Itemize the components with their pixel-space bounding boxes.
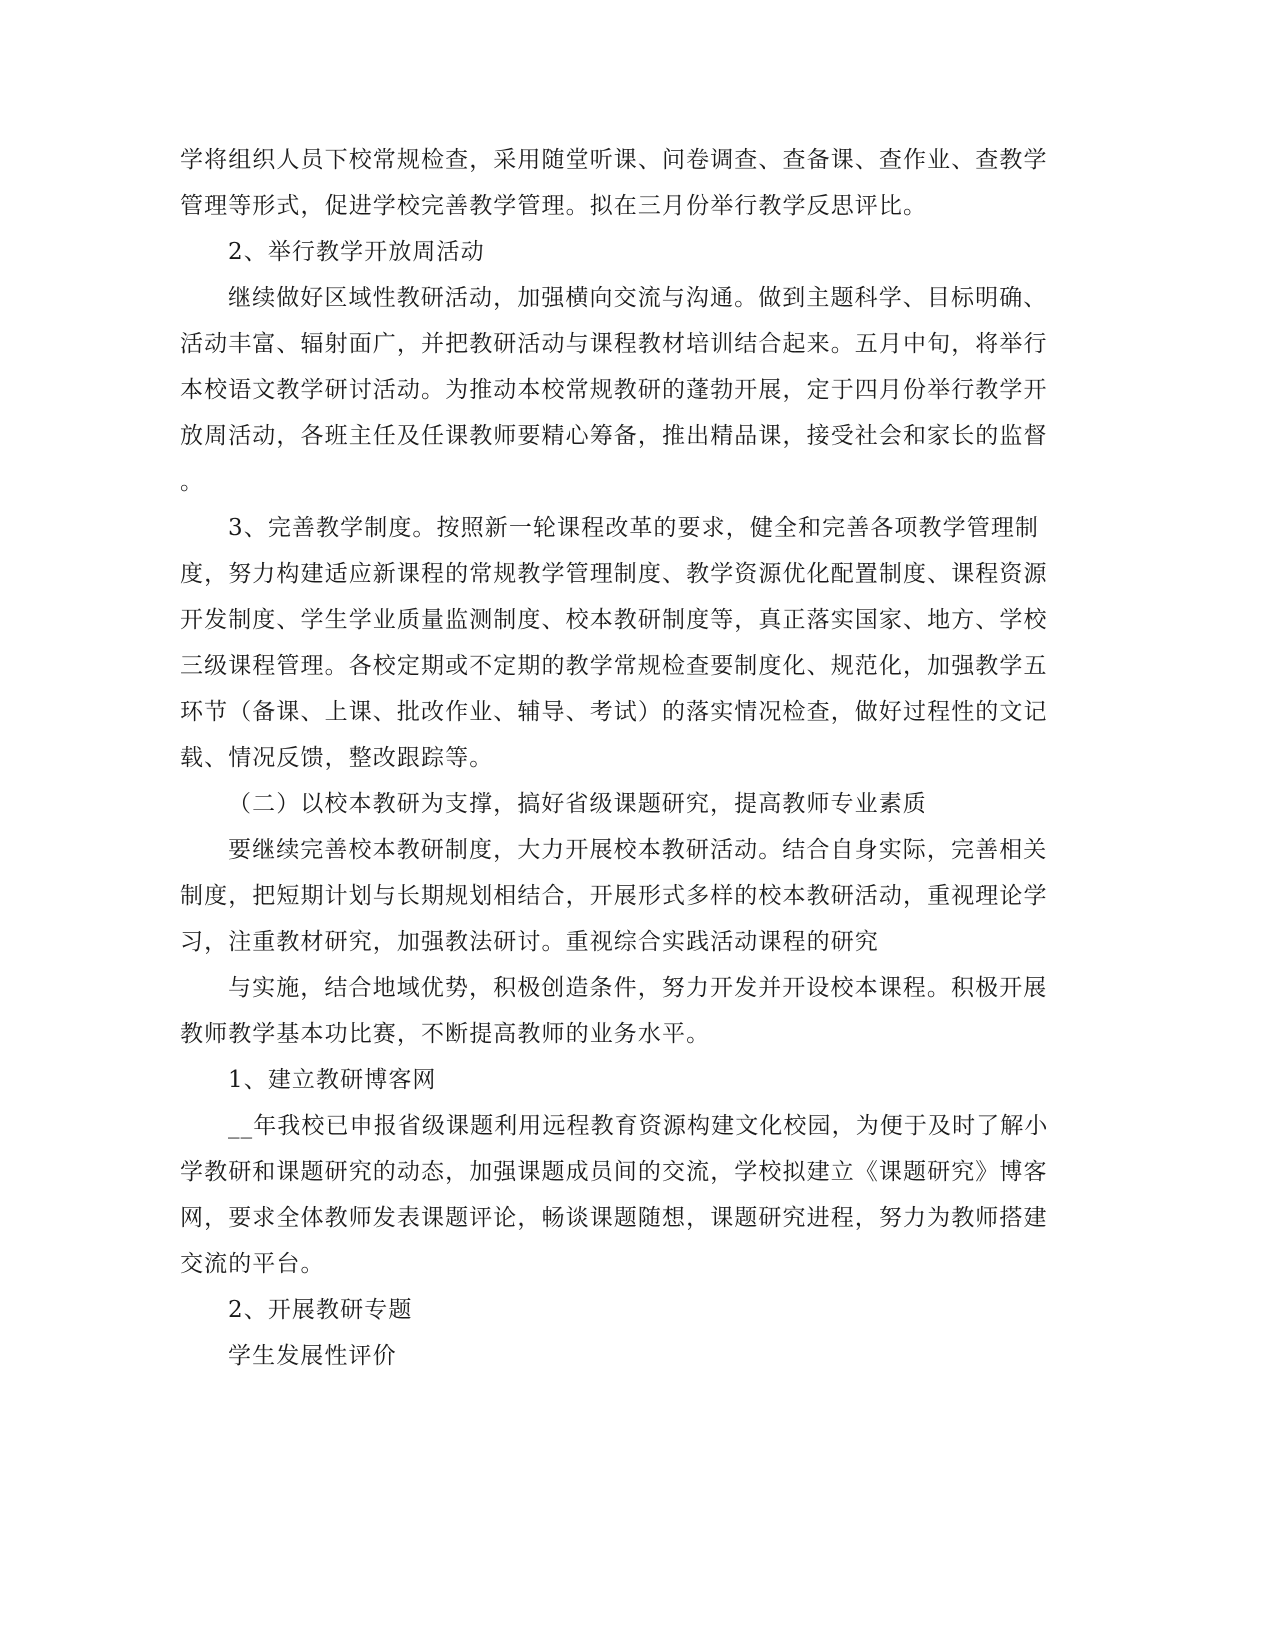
text-line: 网，要求全体教师发表课题评论，畅谈课题随想，课题研究进程，努力为教师搭建 bbox=[180, 1205, 1048, 1231]
text-line: 2、举行教学开放周活动 bbox=[228, 239, 485, 265]
text-line: 管理等形式，促进学校完善教学管理。拟在三月份举行教学反思评比。 bbox=[180, 193, 928, 219]
text-line: 活动丰富、辐射面广，并把教研活动与课程教材培训结合起来。五月中旬，将举行 bbox=[180, 331, 1048, 357]
text-line: 载、情况反馈，整改跟踪等。 bbox=[180, 745, 494, 771]
paragraph-p4 bbox=[180, 505, 1048, 781]
paragraph-p7 bbox=[180, 965, 1048, 1057]
text-line: 开发制度、学生学业质量监测制度、校本教研制度等，真正落实国家、地方、学校 bbox=[180, 607, 1048, 633]
text-line: 环节（备课、上课、批改作业、辅导、考试）的落实情况检查，做好过程性的文记 bbox=[180, 699, 1048, 725]
section-heading-open-week bbox=[180, 229, 1035, 275]
paragraph-p11 bbox=[180, 1333, 1035, 1379]
text-line: 学将组织人员下校常规检查，采用随堂听课、问卷调查、查备课、查作业、查教学 bbox=[180, 147, 1048, 173]
text-line: 继续做好区域性教研活动，加强横向交流与沟通。做到主题科学、目标明确、 bbox=[228, 285, 1048, 311]
text-line: 度，努力构建适应新课程的常规教学管理制度、教学资源优化配置制度、课程资源 bbox=[180, 561, 1048, 587]
text-line: 。 bbox=[180, 469, 205, 495]
section-heading-blog bbox=[180, 1057, 1035, 1103]
text-line: 学生发展性评价 bbox=[228, 1343, 397, 1369]
paragraph-p6 bbox=[180, 827, 1048, 965]
text-line: 教师教学基本功比赛，不断提高教师的业务水平。 bbox=[180, 1021, 711, 1047]
text-line: 三级课程管理。各校定期或不定期的教学常规检查要制度化、规范化，加强教学五 bbox=[180, 653, 1048, 679]
text-line: 习，注重教材研究，加强教法研讨。重视综合实践活动课程的研究 bbox=[180, 929, 879, 955]
paragraph-p9 bbox=[180, 1103, 1049, 1287]
section-heading-school-research bbox=[180, 781, 1035, 827]
text-line: 学教研和课题研究的动态，加强课题成员间的交流，学校拟建立《课题研究》博客 bbox=[180, 1159, 1048, 1185]
text-line: 要继续完善校本教研制度，大力开展校本教研活动。结合自身实际，完善相关 bbox=[228, 837, 1048, 863]
text-line: 放周活动，各班主任及任课教师要精心筹备，推出精品课，接受社会和家长的监督 bbox=[180, 423, 1048, 449]
section-heading-research-topic bbox=[180, 1287, 1035, 1333]
text-line: 本校语文教学研讨活动。为推动本校常规教研的蓬勃开展，定于四月份举行教学开 bbox=[180, 377, 1048, 403]
document-page bbox=[180, 137, 1049, 1379]
paragraph-p3 bbox=[180, 275, 1048, 505]
text-line: 制度，把短期计划与长期规划相结合，开展形式多样的校本教研活动，重视理论学 bbox=[180, 883, 1048, 909]
text-line: 与实施，结合地域优势，积极创造条件，努力开发并开设校本课程。积极开展 bbox=[228, 975, 1048, 1001]
text-line: 3、完善教学制度。按照新一轮课程改革的要求，健全和完善各项教学管理制 bbox=[228, 515, 1040, 541]
text-line: __年我校已申报省级课题利用远程教育资源构建文化校园，为便于及时了解小 bbox=[228, 1113, 1049, 1139]
text-line: 1、建立教研博客网 bbox=[228, 1067, 437, 1093]
text-line: 交流的平台。 bbox=[180, 1251, 325, 1277]
text-line: 2、开展教研专题 bbox=[228, 1297, 413, 1323]
text-line: （二）以校本教研为支撑，搞好省级课题研究，提高教师专业素质 bbox=[228, 791, 927, 817]
paragraph-p1 bbox=[180, 137, 1048, 229]
